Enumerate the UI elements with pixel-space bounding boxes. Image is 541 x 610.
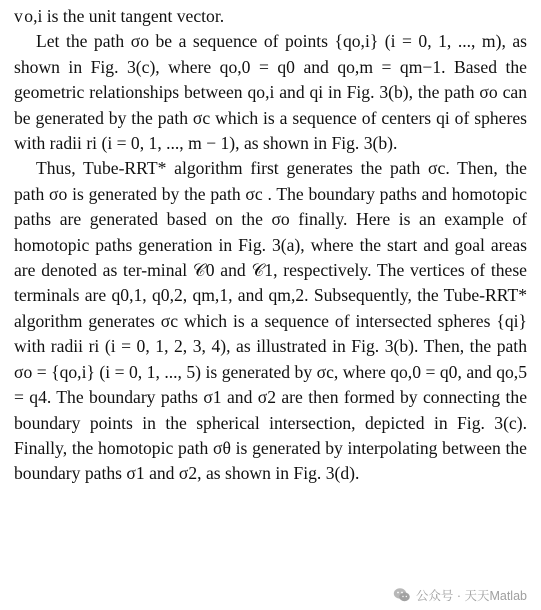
paragraph-tube-rrt-example: Thus, Tube-RRT* algorithm first generates the path σc. Then, the path σo is generated by the path σc . The boundary paths and homotopic paths are generated based on the σo finally. Here is an example of homotopic paths generation in Fig. 3(a), where the start and goal areas are denoted as ter-minal 𝒞0 and 𝒞1, respectively. The vertices of these terminals are q0,1, q0,2, qm,1, and qm,2. Subsequently, the Tube-RRT* algorithm generates σc which is a sequence of intersected spheres {qi} with radii ri (i = 0, 1, 2, 3, 4), as illustrated in Fig. 3(b). Then, the path σo = {qo,i} (i = 0, 1, ..., 5) is generated by σc, where qo,0 = q0, and qo,5 = q4. The boundary paths σ1 and σ2 are then formed by connecting the boundary points in the spherical intersection, depicted in Fig. 3(c). Finally, the homotopic path σθ is generated by interpolating between the boundary paths σ1 and σ2, as shown in Fig. 3(d). [14,158,527,484]
paragraph-intro: v o,i is the unit tangent vector. [14,6,225,26]
watermark-text: 公众号 · 天天Matlab [415,589,527,603]
wechat-icon [393,587,411,603]
paragraph-path-definition: Let the path σo be a sequence of points {qo,i} (i = 0, 1, ..., m), as shown in Fig. 3(c), where qo,0 = q0 and qo,m = qm−1. Based the geometric relationships between qo,i and qi in Fig. 3(b), the path σo can be generated by the path σc which is a sequence of centers qi of spheres with radii ri (i = 0, 1, ..., m − 1), as shown in Fig. 3(b). [14,31,527,154]
paper-body [14,4,527,487]
watermark [393,586,527,604]
